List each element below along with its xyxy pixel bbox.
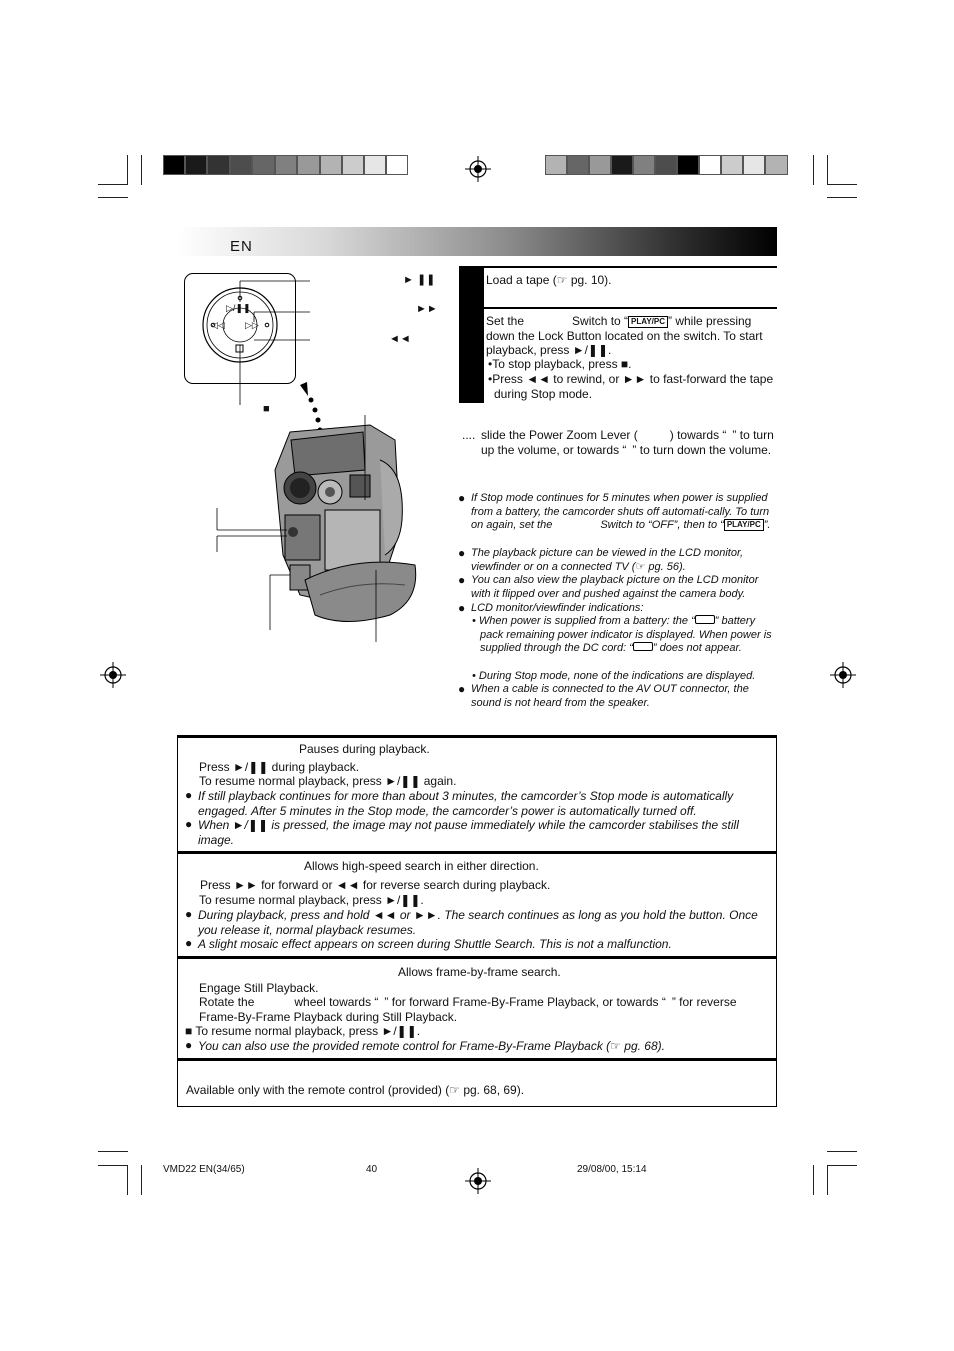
battery-icon: [695, 615, 715, 624]
step-2-rewind-note: •Press ◄◄ to rewind, or ►► to fast-forward the tape during Stop mode.: [488, 372, 774, 401]
note-5: When a cable is connected to the AV OUT connector, the sound is not heard from the speaker.: [471, 683, 749, 709]
step-2-stop-note: •To stop playback, press ■.: [488, 357, 632, 371]
note-2: The playback picture can be viewed in the LCD monitor, viewfinder or on a connected TV (☞ pg. 56).: [471, 547, 744, 573]
registration-mark-bottom: [465, 1168, 491, 1194]
volume-prefix: ....: [462, 428, 476, 442]
step-rule-1: [484, 266, 777, 268]
page-header-bar: [177, 227, 777, 256]
battery-icon: [633, 642, 653, 651]
footer-date: 29/08/00, 15:14: [577, 1164, 647, 1175]
note-4-sub-2: • During Stop mode, none of the indications are displayed.: [472, 670, 756, 682]
dial-rewind-icon: ◁◁: [211, 320, 225, 330]
step-1-text: Load a tape (☞ pg. 10).: [486, 273, 612, 287]
step-sidebar: [459, 266, 484, 403]
dial-play-pause-icon: ▷/❚❚: [226, 303, 251, 313]
play-pc-icon: PLAY/PC: [628, 316, 668, 328]
note-1: If Stop mode continues for 5 minutes when power is supplied from a battery, the camcorder shuts off automati-cally. To turn on again, set the Switch to “OFF”, then to “ PLAY/PC ”.: [471, 492, 771, 531]
camcorder-illustration: [205, 380, 430, 645]
label-ffwd: ►►: [416, 303, 438, 315]
section-remote-control: Available only with the remote control (provided) (☞ pg. 68, 69).: [177, 1058, 777, 1107]
registration-mark-left: [100, 662, 126, 688]
step-2-text: Set the Switch to “ PLAY/PC ” while pressing down the Lock Button located on the switch. To start playback, press ►/❚❚.: [486, 314, 763, 357]
note-4-sub-1: • When power is supplied from a battery: the “ ” battery pack remaining power indicator is displayed. When power is supplied through the DC cord: “ ” does not appear.: [472, 615, 772, 654]
label-rewind: ◄◄: [389, 333, 411, 345]
section-still-playback: Pauses during playback. Press ►/❚❚ during playback. To resume normal playback, press ►/❚❚ again. ● If still playback continues for more than about 3 minutes, the camcorder’s Stop mode is automatically engaged. After 5 minutes in the Stop mode, the camcorder’s power is automatically turned off. ● When ►/❚❚ is pressed, the image may not pause immediately while the camcorder stabilises the still image.: [177, 735, 777, 853]
volume-text: slide the Power Zoom Lever ( ) towards “ ” to turn up the volume, or towards “ ” to turn down the volume.: [481, 428, 774, 457]
label-stop: ■: [263, 403, 270, 415]
registration-mark-top: [465, 156, 491, 182]
note-3: You can also view the playback picture on the LCD monitor with it flipped over and pushed against the camera body.: [471, 574, 759, 600]
note-4: LCD monitor/viewfinder indications:: [471, 602, 644, 614]
registration-mark-right: [830, 662, 856, 688]
footer-page-number: 40: [366, 1164, 378, 1175]
section-frame-by-frame: Allows frame-by-frame search. Engage Still Playback. Rotate the wheel towards “ ” for forward Frame-By-Frame Playback, or towards “ ” for reverse Frame-By-Frame Playback during Still Playback. ■ To resume normal playback, press ►/❚❚. ● You can also use the provided remote control for Frame-By-Frame Playback (☞ pg. 68).: [177, 956, 777, 1060]
label-play-pause: ► ❚❚: [403, 274, 436, 286]
footer-code: VMD22 EN(34/65): [163, 1164, 245, 1175]
step-rule-2: [484, 307, 777, 309]
section-shuttle-search: Allows high-speed search in either direction. Press ►► for forward or ◄◄ for reverse search during playback. To resume normal playback, press ►/❚❚. ● During playback, press and hold ◄◄ or ►►. The search continues as long as you hold the button. Once you release it, normal playback resumes. ● A slight mosaic effect appears on screen during Shuttle Search. This is not a malfunction.: [177, 851, 777, 958]
language-tab: EN: [230, 238, 253, 255]
dial-ffwd-icon: ▷▷: [245, 320, 259, 330]
